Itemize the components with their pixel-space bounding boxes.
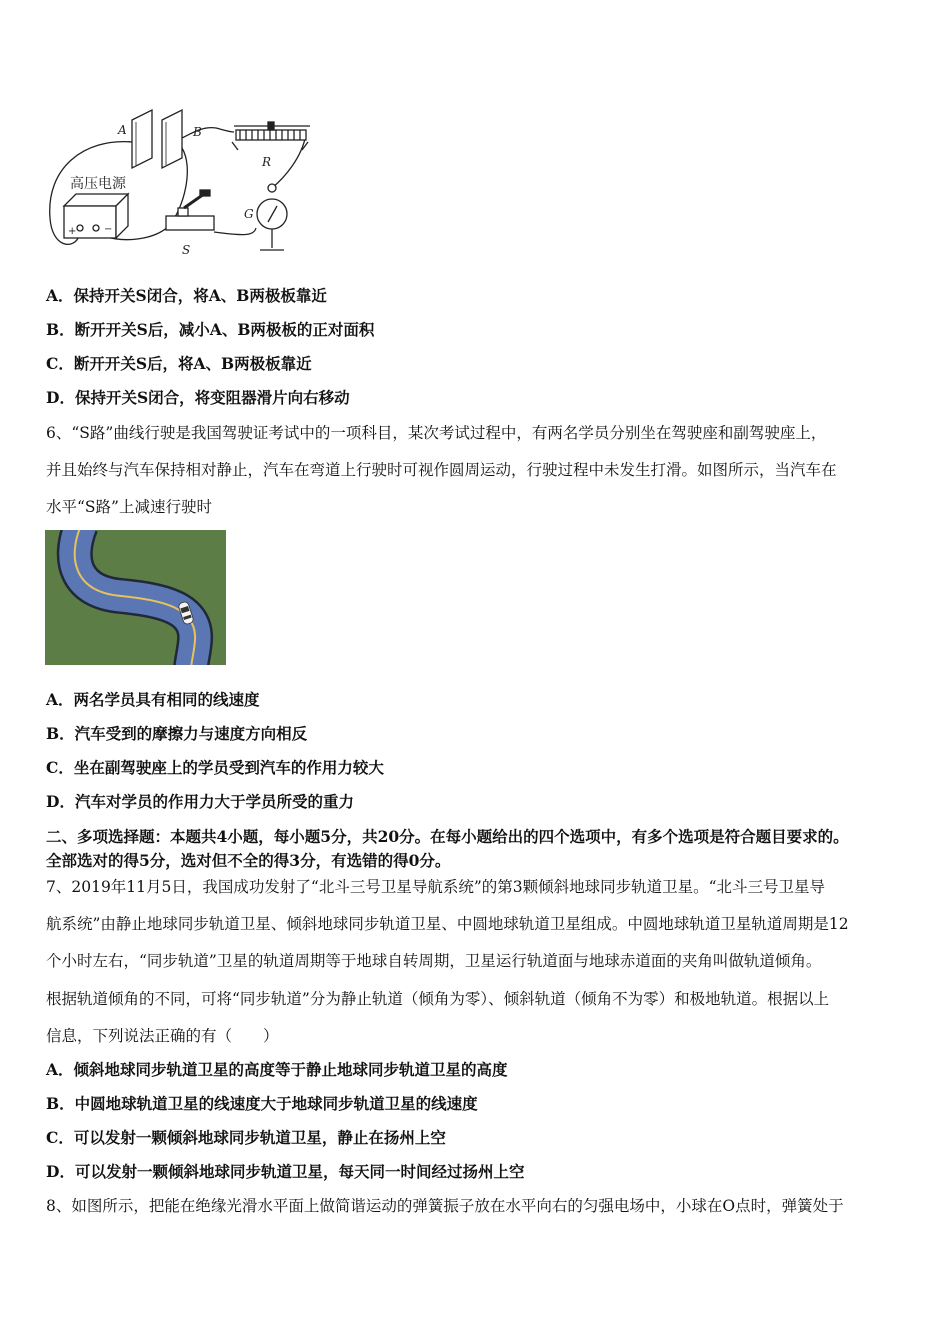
q7-option-c: C．可以发射一颗倾斜地球同步轨道卫星，静止在扬州上空: [46, 1128, 446, 1147]
q5-option-c: C．断开开关S后，将A、B两极板靠近: [46, 354, 312, 373]
q7-option-a: A．倾斜地球同步轨道卫星的高度等于静止地球同步轨道卫星的高度: [46, 1060, 508, 1079]
galvanometer-label: G: [244, 207, 254, 221]
svg-text:−: −: [104, 224, 113, 235]
q7-stem-line: 7、2019年11月5日，我国成功发射了“北斗三号卫星导航系统”的第3颗倾斜地球同步轨道卫星。“北斗三号卫星导: [46, 878, 826, 896]
q5-option-d: D．保持开关S闭合，将变阻器滑片向右移动: [46, 388, 350, 407]
q7-stem-line: 航系统”由静止地球同步轨道卫星、倾斜地球同步轨道卫星、中圆地球轨道卫星组成。中圆地球轨道卫星轨道周期是12: [46, 915, 849, 933]
q6-option-b: B．汽车受到的摩擦力与速度方向相反: [46, 724, 308, 743]
q7-stem-line: 根据轨道倾角的不同，可将“同步轨道”分为静止轨道（倾角为零）、倾斜轨道（倾角不为零）和极地轨道。根据以上: [46, 990, 830, 1008]
q6-stem-line: 并且始终与汽车保持相对静止，汽车在弯道上行驶时可视作圆周运动，行驶过程中未发生打滑。如图所示，当汽车在: [46, 461, 837, 479]
section-heading: 二、多项选择题：本题共4小题，每小题5分，共20分。在每小题给出的四个选项中，有多个选项是符合题目要求的。: [46, 827, 849, 846]
plate-b-label: B: [193, 125, 202, 139]
q5-option-b: B．断开开关S后，减小A、B两极板的正对面积: [46, 320, 375, 339]
switch-label: S: [182, 243, 191, 257]
capacitor-circuit-figure: [44, 108, 316, 260]
rheostat-label: R: [262, 155, 272, 169]
q6-option-a: A．两名学员具有相同的线速度: [46, 690, 260, 709]
q6-stem-line: 水平“S路”上减速行驶时: [46, 498, 212, 516]
q8-stem-line: 8、如图所示，把能在绝缘光滑水平面上做简谐运动的弹簧振子放在水平向右的匀强电场中，小球在O点时，弹簧处于: [46, 1197, 844, 1215]
svg-text:+: +: [68, 226, 77, 237]
q6-stem-line: 6、“S路”曲线行驶是我国驾驶证考试中的一项科目，某次考试过程中，有两名学员分别坐在驾驶座和副驾驶座上，: [46, 424, 827, 442]
q7-option-d: D．可以发射一颗倾斜地球同步轨道卫星，每天同一时间经过扬州上空: [46, 1162, 525, 1181]
power-supply-label: 高压电源: [70, 176, 126, 192]
section-heading: 全部选对的得5分，选对但不全的得3分，有选错的得0分。: [46, 851, 451, 870]
q7-option-b: B．中圆地球轨道卫星的线速度大于地球同步轨道卫星的线速度: [46, 1094, 478, 1113]
q6-option-d: D．汽车对学员的作用力大于学员所受的重力: [46, 792, 354, 811]
q7-stem-line: 信息，下列说法正确的有（ ）: [46, 1027, 279, 1045]
s-road-figure: [45, 530, 226, 665]
q5-option-a: A．保持开关S闭合，将A、B两极板靠近: [46, 286, 327, 305]
q6-option-c: C．坐在副驾驶座上的学员受到汽车的作用力较大: [46, 758, 384, 777]
q7-stem-line: 个小时左右，“同步轨道”卫星的轨道周期等于地球自转周期，卫星运行轨道面与地球赤道面的夹角叫做轨道倾角。: [46, 952, 822, 970]
plate-a-label: A: [118, 123, 127, 137]
